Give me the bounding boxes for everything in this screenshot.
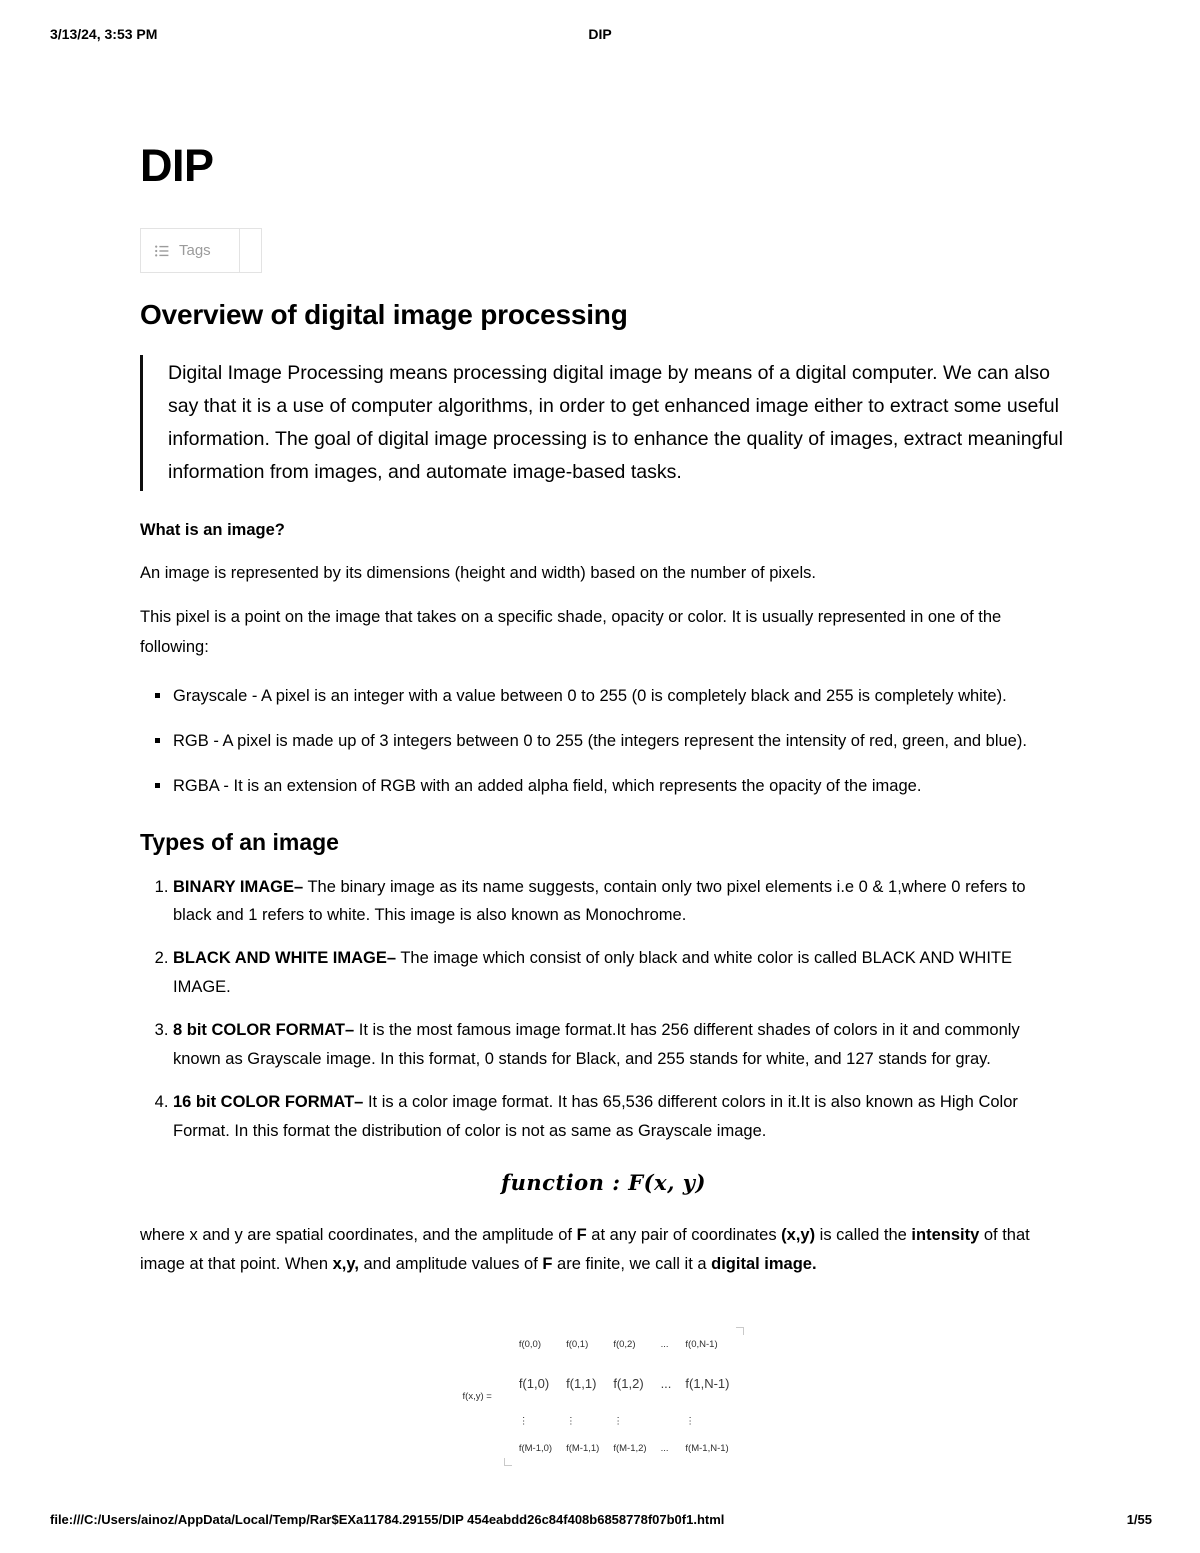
list-item: RGBA - It is an extension of RGB with an added alpha field, which represents the opacity of the image.: [155, 772, 1067, 801]
matrix-cell: ...: [660, 1443, 669, 1455]
list-item-lead: 16 bit COLOR FORMAT–: [173, 1092, 364, 1111]
matrix-cell: f(M-1,0): [518, 1443, 553, 1455]
matrix-cell: ...: [660, 1375, 672, 1391]
paragraph-dimensions: An image is represented by its dimensions (height and width) based on the number of pixels.: [140, 563, 816, 582]
paragraph-pixel: This pixel is a point on the image that takes on a specific shade, opacity or color. It is usually represented in one of the following:: [140, 608, 1002, 656]
tags-empty-cell[interactable]: [240, 229, 261, 272]
print-footer: [50, 1512, 1152, 1527]
matrix-brackets: [504, 1327, 745, 1466]
list-item: [173, 944, 1067, 1002]
matrix-cell: f(M-1,N-1): [685, 1443, 729, 1455]
list-item: Grayscale - A pixel is an integer with a value between 0 to 255 (0 is completely black and 255 is completely white).: [155, 682, 1067, 711]
matrix-cell: f(0,0): [518, 1339, 541, 1351]
document-body: [140, 140, 1067, 1466]
list-item-lead: BINARY IMAGE–: [173, 877, 304, 896]
list-item: [173, 1016, 1067, 1074]
overview-heading: Overview of digital image processing: [140, 299, 628, 330]
matrix-cell: f(0,2): [613, 1339, 636, 1351]
list-item-text: The binary image as its name suggests, contain only two pixel elements i.e 0 & 1,where 0 refers to black and 1 refers to white. This image is also known as Monochrome.: [173, 877, 1026, 925]
matrix-cell: f(0,N-1): [685, 1339, 718, 1351]
list-item-text: The image which consist of only black and white color is called BLACK AND WHITE IMAGE.: [173, 949, 1013, 997]
types-heading: Types of an image: [140, 828, 339, 855]
page-title: DIP: [140, 140, 214, 191]
matrix-cell: ⋮: [518, 1416, 529, 1428]
print-page-number: 1/55: [1126, 1512, 1152, 1527]
math-formula: function : F(x, y): [501, 1169, 706, 1195]
matrix-cell: f(1,N-1): [685, 1375, 730, 1391]
image-types-list: [140, 873, 1067, 1146]
list-item-lead: 8 bit COLOR FORMAT–: [173, 1021, 355, 1040]
matrix-cell: f(0,1): [566, 1339, 589, 1351]
matrix-cell: f(1,2): [613, 1375, 644, 1391]
matrix-row: [512, 1358, 737, 1408]
matrix-cell: f(M-1,2): [613, 1443, 647, 1455]
intensity-paragraph: where x and y are spatial coordinates, and the amplitude of F at any pair of coordinates (x,y) is called the intensity of that image at that point. When x,y, and amplitude values of F are finite, we call it a digital image.: [140, 1225, 1030, 1273]
list-item-text: It is a color image format. It has 65,536 different colors in it.It is also known as High Color Format. In this format the distribution of color is not as same as Grayscale image.: [173, 1092, 1018, 1140]
list-item-lead: BLACK AND WHITE IMAGE–: [173, 949, 397, 968]
matrix-cell: f(M-1,1): [566, 1443, 600, 1455]
matrix-row: [512, 1331, 737, 1358]
pixel-representation-list: [140, 682, 1067, 801]
matrix-cell: [654, 1408, 679, 1435]
matrix-cell: ⋮: [566, 1416, 576, 1428]
print-header: [50, 26, 1150, 46]
matrix-row: [512, 1408, 737, 1435]
list-item: [173, 873, 1067, 931]
print-file-url: file:///C:/Users/ainoz/AppData/Local/Temp/Rar$EXa11784.29155/DIP 454eabdd26c84f408b6858778f07b0f1.html: [50, 1512, 725, 1527]
list-item-text: It is the most famous image format.It has 256 different shades of colors in it and commonly known as Grayscale image. In this format, 0 stands for Black, and 255 stands for white, and 127 stands for gray.: [173, 1021, 1020, 1068]
list-item: [173, 1088, 1067, 1146]
tags-cell[interactable]: [141, 229, 240, 272]
matrix-cell: ⋮: [613, 1416, 623, 1428]
what-is-image-heading: What is an image?: [140, 520, 285, 539]
matrix-cell: f(1,1): [566, 1375, 597, 1391]
matrix-label: f(x,y) =: [462, 1391, 492, 1403]
list-item: RGB - A pixel is made up of 3 integers between 0 to 255 (the integers represent the intensity of red, green, and blue).: [155, 727, 1067, 756]
matrix-row: [512, 1435, 737, 1462]
matrix-cell: f(1,0): [518, 1375, 550, 1391]
matrix-grid: [512, 1331, 737, 1462]
matrix-cell: ...: [660, 1339, 669, 1351]
tags-label: Tags: [179, 242, 211, 259]
matrix-cell: ⋮: [685, 1416, 695, 1428]
bulleted-list-icon: [154, 243, 170, 259]
tags-property-table: [140, 228, 262, 273]
pixel-matrix-figure: [439, 1327, 769, 1466]
print-doc-title: DIP: [588, 26, 612, 42]
intro-quote: Digital Image Processing means processing digital image by means of a digital computer. We can also say that it is a use of computer algorithms, in order to get enhanced image either to extract some useful information. The goal of digital image processing is to enhance the quality of images, extract meaningful information from images, and automate image-based tasks.: [140, 355, 1067, 491]
print-timestamp: 3/13/24, 3:53 PM: [50, 26, 158, 42]
